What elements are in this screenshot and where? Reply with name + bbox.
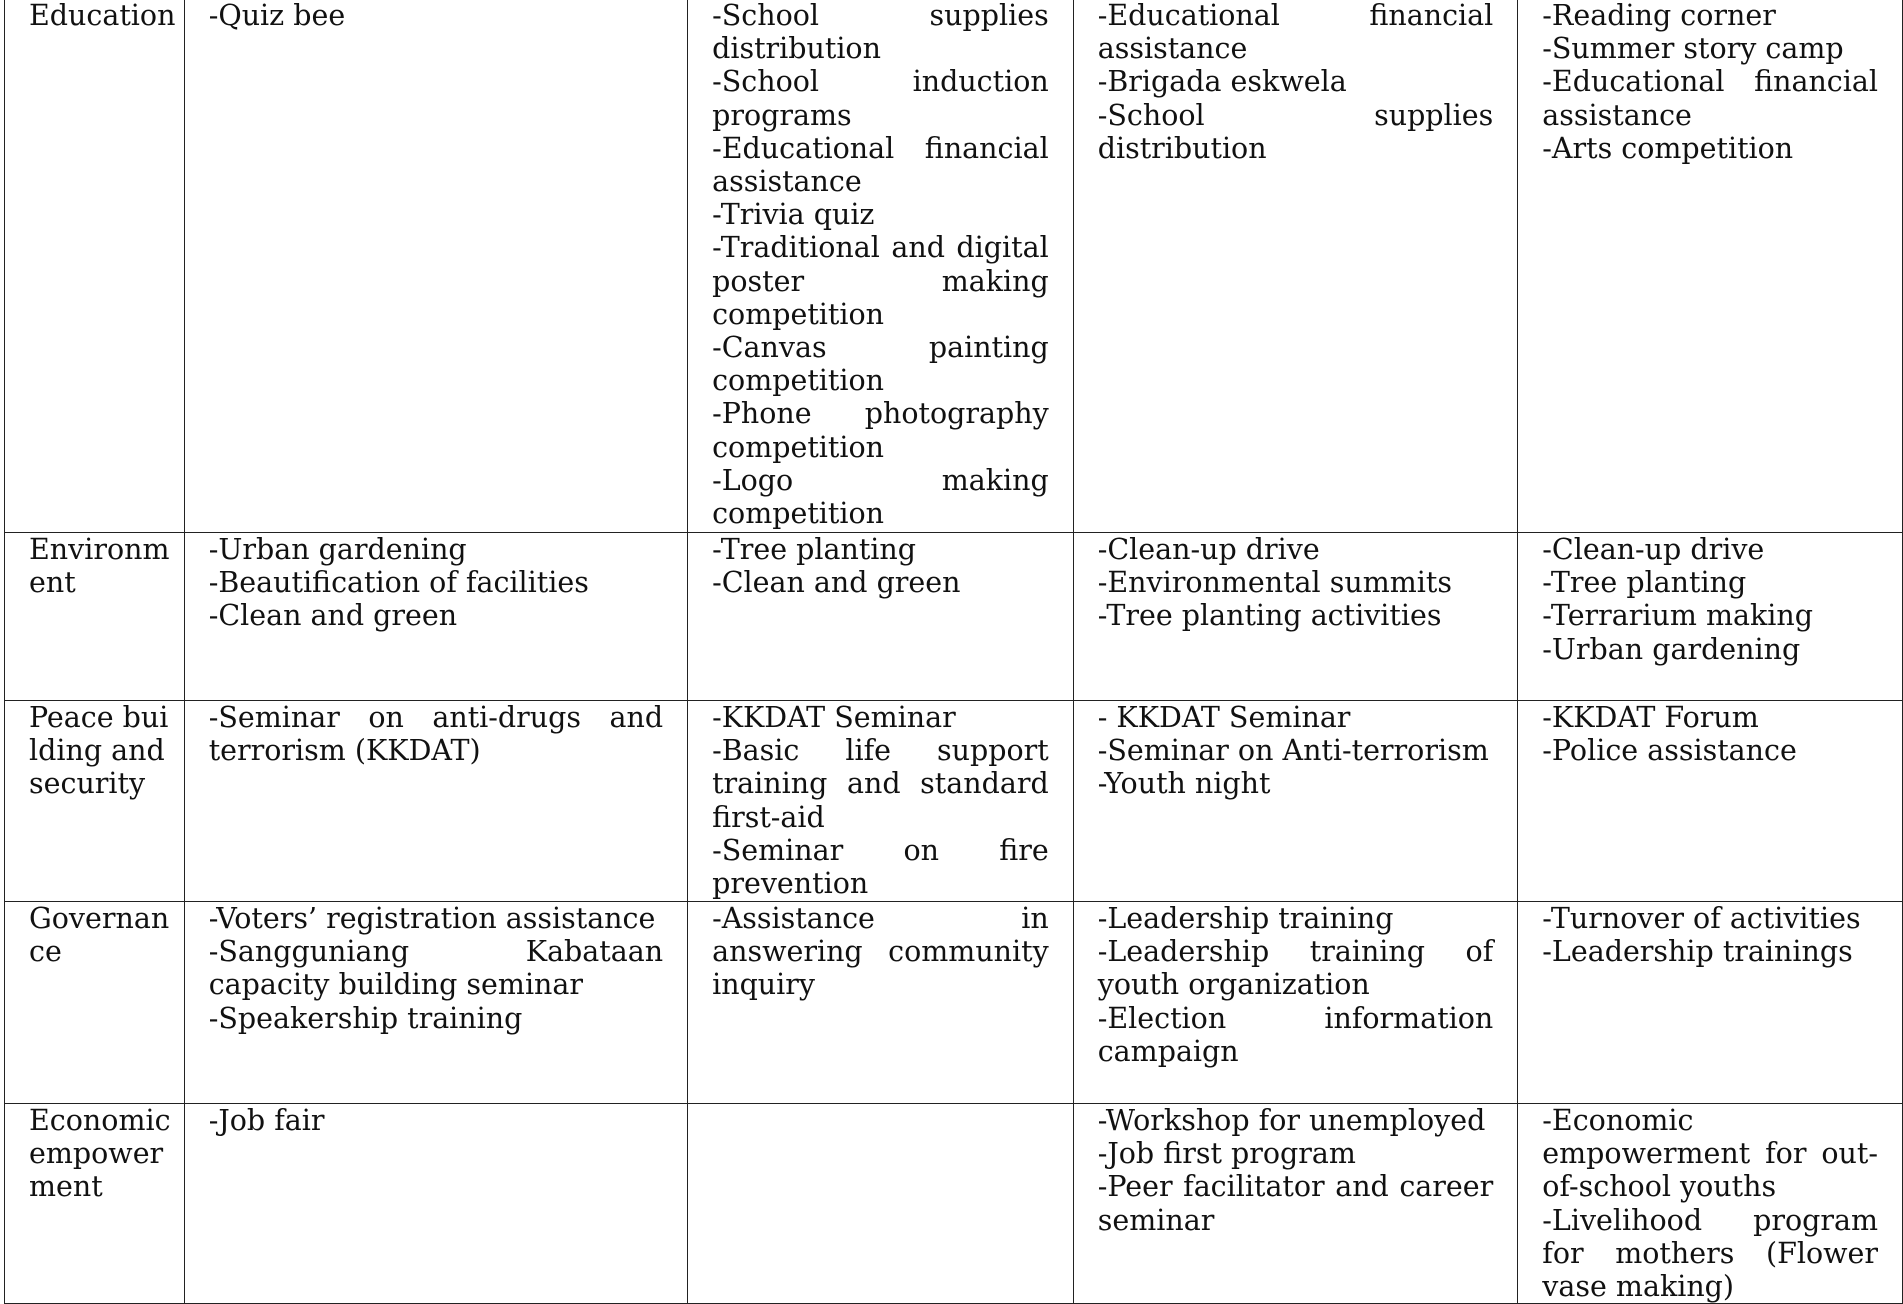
program-item: -Environmental summits: [1097, 566, 1452, 600]
program-item: -Traditional and digital poster making competition: [712, 231, 1049, 331]
program-cell: [184, 902, 687, 1104]
program-cell: [1073, 533, 1518, 701]
programs-table-body: [5, 0, 1903, 1304]
program-item: -Educational financial assistance: [1542, 65, 1878, 132]
category-label: Economic empowerment: [29, 1104, 171, 1204]
category-cell: [5, 902, 185, 1104]
program-cell: [1518, 533, 1903, 701]
program-cell: [688, 533, 1074, 701]
program-item: -Urban gardening: [208, 533, 467, 566]
program-item: -Police assistance: [1542, 734, 1797, 768]
category-cell: [5, 0, 185, 533]
program-cell: [1518, 0, 1903, 533]
program-cell: [688, 0, 1074, 533]
table-row: [5, 701, 1903, 902]
table-row: [5, 1104, 1903, 1304]
program-item: -Youth night: [1097, 767, 1271, 801]
program-cell: [1073, 701, 1518, 902]
programs-table: [4, 0, 1903, 1304]
program-item: -Job fair: [208, 1104, 325, 1137]
program-item: -Voters’ registration assistance: [208, 902, 656, 935]
program-item: -Livelihood program for mothers (Flower vase making): [1542, 1203, 1878, 1304]
program-item: -Tree planting: [712, 533, 917, 566]
program-item: -Educational financial assistance: [1097, 0, 1494, 66]
program-cell: [184, 0, 687, 533]
program-item: -Election information campaign: [1097, 1001, 1494, 1068]
program-item: -Brigada eskwela: [1097, 65, 1347, 99]
program-cell: [688, 902, 1074, 1104]
category-cell: [5, 533, 185, 701]
program-item: -Speakership training: [208, 1001, 523, 1035]
category-cell: [5, 1104, 185, 1304]
category-label: Peace building and security: [29, 701, 169, 801]
program-item: -Economic empowerment for out-of-school youths: [1542, 1104, 1878, 1204]
program-item: -Canvas painting competition: [712, 331, 1049, 398]
program-item: -Job first program: [1097, 1137, 1356, 1171]
program-item: -Assistance in answering community inquiry: [712, 902, 1049, 1002]
program-item: -Arts competition: [1542, 131, 1794, 165]
program-item: -Seminar on fire prevention: [712, 833, 1049, 901]
program-cell: [1073, 902, 1518, 1104]
program-item: -Trivia quiz: [712, 198, 875, 232]
table-row: [5, 902, 1903, 1104]
program-item: -Quiz bee: [208, 0, 346, 32]
program-item: -Leadership training: [1097, 902, 1394, 935]
program-item: -Tree planting activities: [1097, 599, 1442, 633]
program-item: -Clean-up drive: [1097, 533, 1320, 566]
table-row: [5, 0, 1903, 533]
program-cell: [1073, 1104, 1518, 1304]
program-item: -Leadership trainings: [1542, 935, 1853, 969]
program-item: -School supplies distribution: [1097, 98, 1494, 165]
program-item: -Leadership training of youth organization: [1097, 935, 1494, 1002]
program-item: -KKDAT Seminar: [712, 701, 956, 734]
program-item: -Turnover of activities: [1542, 902, 1861, 935]
program-item: -Logo making competition: [712, 463, 1049, 531]
program-item: -Basic life support training and standard first-aid: [712, 734, 1049, 834]
table-row: [5, 533, 1903, 701]
program-item: -Phone photography competition: [712, 397, 1049, 464]
program-item: -Terrarium making: [1542, 599, 1813, 633]
program-cell: [688, 701, 1074, 902]
program-item: -Clean and green: [208, 599, 458, 633]
program-cell: [1518, 902, 1903, 1104]
program-item: -Clean-up drive: [1542, 533, 1765, 566]
program-item: -Urban gardening: [1542, 632, 1801, 666]
program-item: -Seminar on anti-drugs and terrorism (KKDAT): [208, 701, 664, 768]
category-cell: [5, 701, 185, 902]
program-item: -KKDAT Forum: [1542, 701, 1759, 734]
program-item: -Educational financial assistance: [712, 131, 1049, 199]
program-cell: [184, 1104, 687, 1304]
program-item: -School supplies distribution: [712, 0, 1049, 66]
program-cell: [1518, 701, 1903, 902]
category-label: Governance: [29, 902, 170, 969]
program-item: -Workshop for unemployed: [1097, 1104, 1486, 1137]
program-cell: [1073, 0, 1518, 533]
program-item: - KKDAT Seminar: [1097, 701, 1351, 734]
program-item: -Summer story camp: [1542, 32, 1844, 66]
program-item: -Tree planting: [1542, 566, 1747, 600]
program-cell: [184, 533, 687, 701]
program-item: -Peer facilitator and career seminar: [1097, 1170, 1494, 1237]
program-item: -Sangguniang Kabataan capacity building seminar: [208, 935, 664, 1002]
category-label: Education: [29, 0, 176, 32]
program-item: -Beautification of facilities: [208, 566, 589, 600]
program-item: -School induction programs: [712, 65, 1049, 132]
program-cell: [184, 701, 687, 902]
program-item: -Seminar on Anti-terrorism: [1097, 734, 1489, 768]
program-item: -Clean and green: [712, 566, 961, 600]
program-cell: [688, 1104, 1074, 1304]
category-label: Environment: [29, 533, 170, 600]
program-cell: [1518, 1104, 1903, 1304]
program-item: -Reading corner: [1542, 0, 1776, 32]
